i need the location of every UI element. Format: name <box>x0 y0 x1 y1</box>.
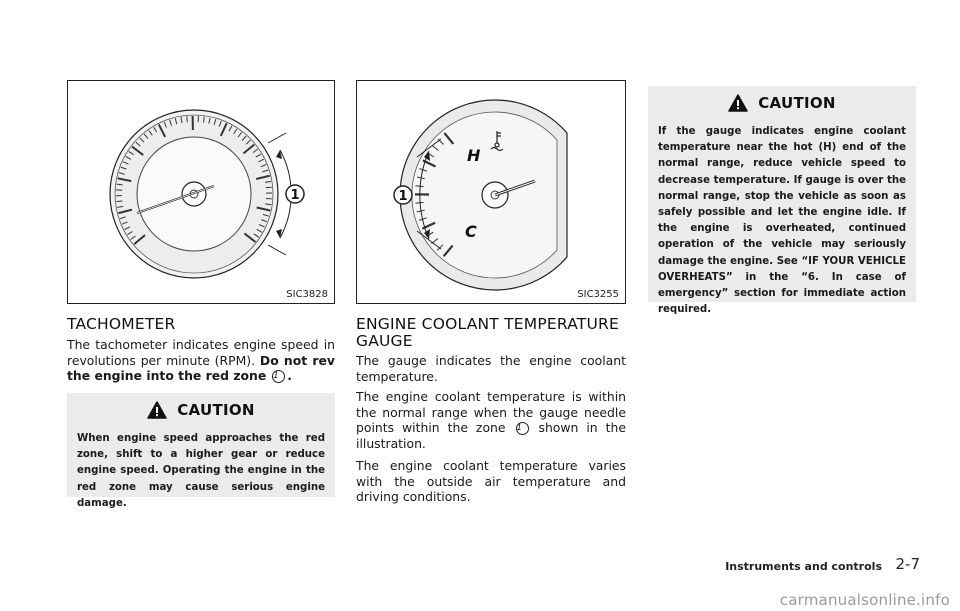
figure-code: SIC3255 <box>577 289 619 300</box>
svg-text:1: 1 <box>398 189 408 204</box>
callout-marker-1: 1 <box>272 370 285 383</box>
coolant-paragraph-3: The engine coolant temperature varies with the outside air temperature and driving conditions. <box>356 458 626 505</box>
svg-text:1: 1 <box>290 188 300 203</box>
figure-code: SIC3828 <box>286 289 328 300</box>
warning-triangle-icon <box>728 94 748 112</box>
caution-box-coolant <box>648 86 916 316</box>
caution-title: CAUTION <box>758 94 836 112</box>
callout-marker-1 <box>286 185 304 203</box>
page-number: 2-7 <box>895 555 920 573</box>
caution-text: If the gauge indicates engine coolant temperature near the hot (H) end of the normal range, reduce vehicle speed to decrease temperature. If gauge is over the normal range, stop the vehicle as soon as safely possible and let the engine idle. If the engine is overheated, continued operation of the vehicle may seriously damage the engine. See “IF YOUR VEHICLE OVERHEATS” in the “6. In case of emergency” section for immediate action required. <box>658 126 906 316</box>
coolant-gauge-figure <box>356 80 626 304</box>
watermark: carmanualsonline.info <box>779 591 950 609</box>
footer-section-title: Instruments and controls <box>725 560 882 573</box>
coolant-paragraph-1: The gauge indicates the engine coolant temperature. <box>356 353 626 384</box>
warning-triangle-icon <box>147 401 167 419</box>
hot-label: H <box>467 146 481 165</box>
caution-title: CAUTION <box>177 401 255 419</box>
cold-label: C <box>465 222 477 241</box>
tachometer-figure <box>67 80 335 304</box>
coolant-paragraph-2: The engine coolant temperature is within the normal range when the gauge needle points within the zone 1 shown in the illustration. <box>356 389 626 451</box>
callout-marker-1: 1 <box>516 422 529 435</box>
tachometer-illustration <box>68 81 334 303</box>
caution-box-tachometer <box>67 393 335 509</box>
section-heading-coolant: ENGINE COOLANT TEMPERATURE GAUGE <box>356 315 619 350</box>
tachometer-paragraph: The tachometer indicates engine speed in revolutions per minute (RPM). Do not rev the engine into the red zone 1 . <box>67 337 335 384</box>
callout-marker-1 <box>394 186 412 204</box>
caution-text: When engine speed approaches the red zone, shift to a higher gear or reduce engine speed. Operating the engine in the red zone may cause serious engine damage. <box>77 433 325 509</box>
coolant-gauge-illustration <box>357 81 625 303</box>
section-heading-tachometer: TACHOMETER <box>67 315 176 333</box>
